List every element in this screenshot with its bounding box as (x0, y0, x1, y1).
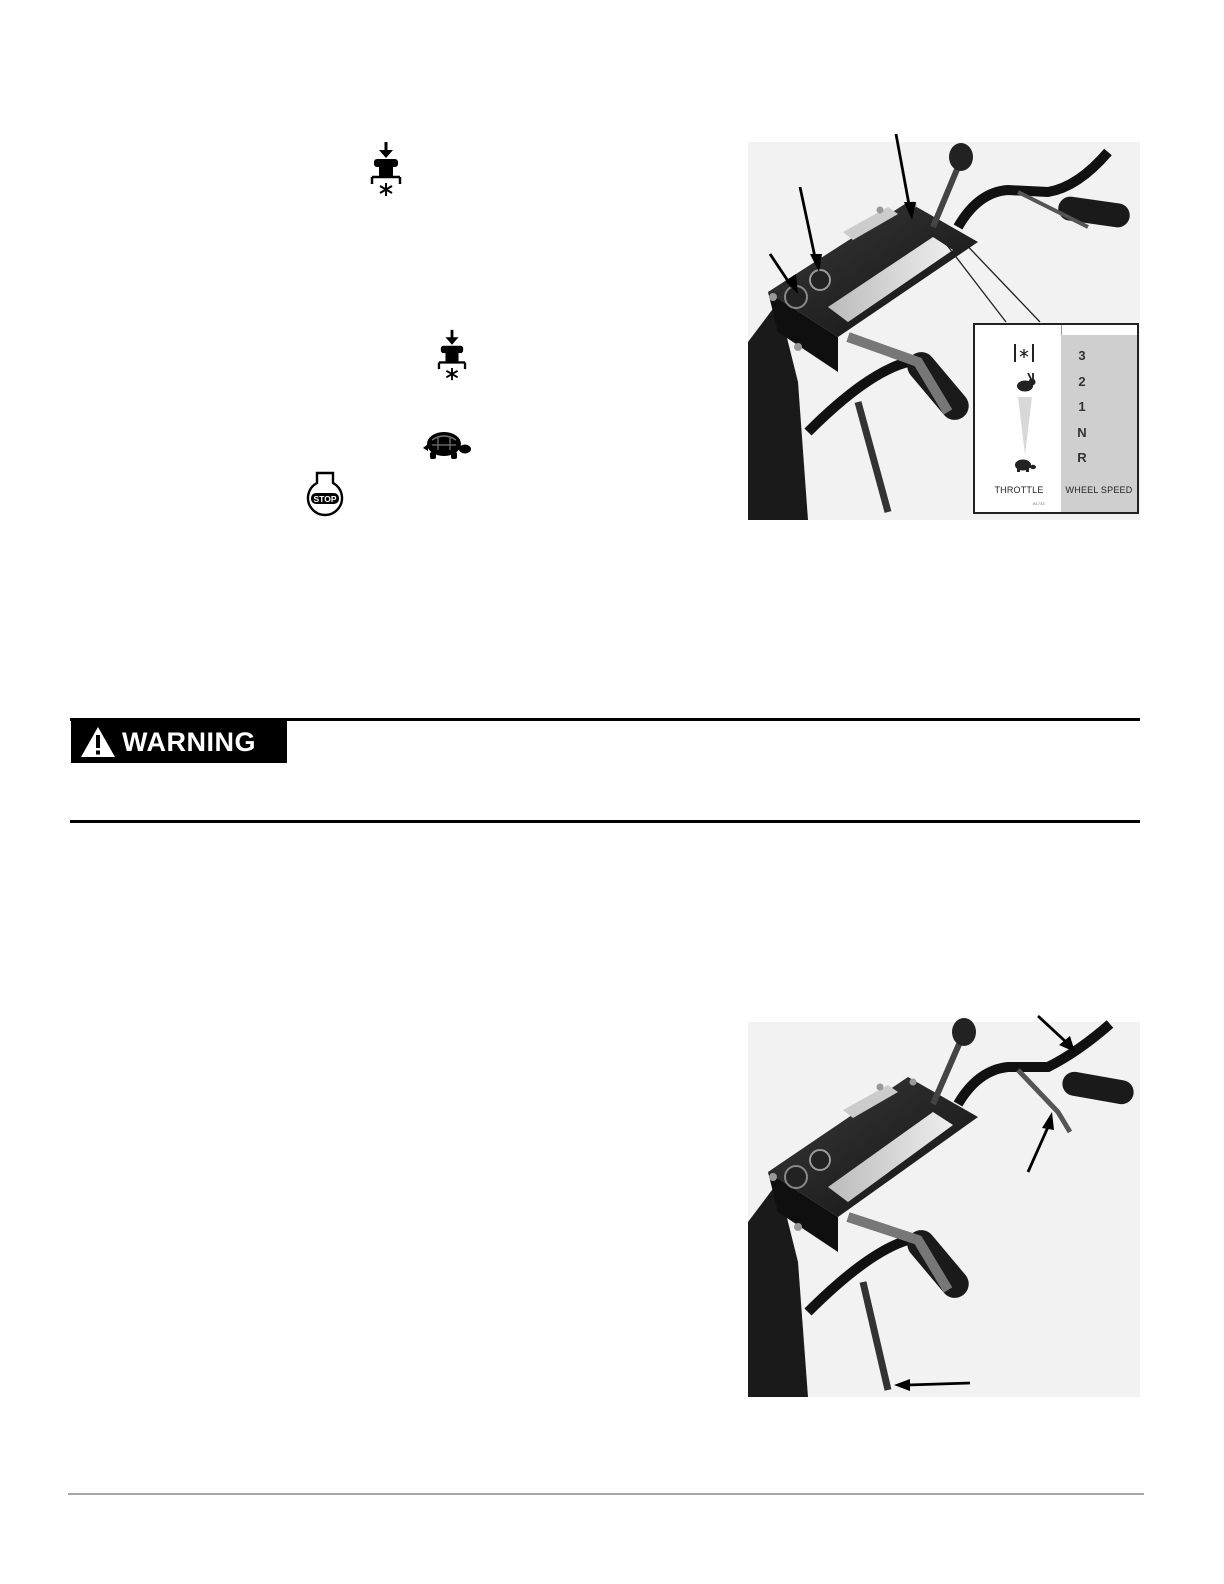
throttle-label: THROTTLE (994, 485, 1044, 495)
gear-list (1073, 343, 1091, 471)
rabbit-fast-icon (1013, 373, 1037, 393)
warning-rule-bottom (70, 820, 1140, 823)
decal-ref-code: B1733 (1033, 501, 1045, 506)
wheel-speed-label: WHEEL SPEED (1065, 485, 1133, 495)
gear-label: 2 (1078, 373, 1086, 389)
choke-symbol-icon (1011, 341, 1037, 367)
footer-rule (68, 1493, 1144, 1495)
engine-stop-icon (304, 471, 346, 519)
gear-label: N (1077, 424, 1087, 440)
throttle-column (975, 325, 1062, 512)
gear-label: 1 (1078, 399, 1086, 414)
stop-badge-text: STOP (313, 494, 337, 504)
warning-label: WARNING (122, 727, 256, 757)
choke-primer-icon (368, 140, 404, 198)
handlebar-controls-photo (748, 1012, 1140, 1397)
throttle-ramp (1015, 397, 1035, 457)
gear-label: 3 (1078, 348, 1086, 363)
turtle-slow-icon (1011, 457, 1037, 473)
choke-primer-icon (434, 328, 470, 382)
gear-label: R (1077, 450, 1087, 465)
throttle-wheel-speed-decal (973, 323, 1139, 514)
turtle-slow-icon (418, 428, 472, 462)
handlebar-controls-illustration (748, 1012, 1140, 1397)
warning-triangle-icon (80, 726, 116, 758)
